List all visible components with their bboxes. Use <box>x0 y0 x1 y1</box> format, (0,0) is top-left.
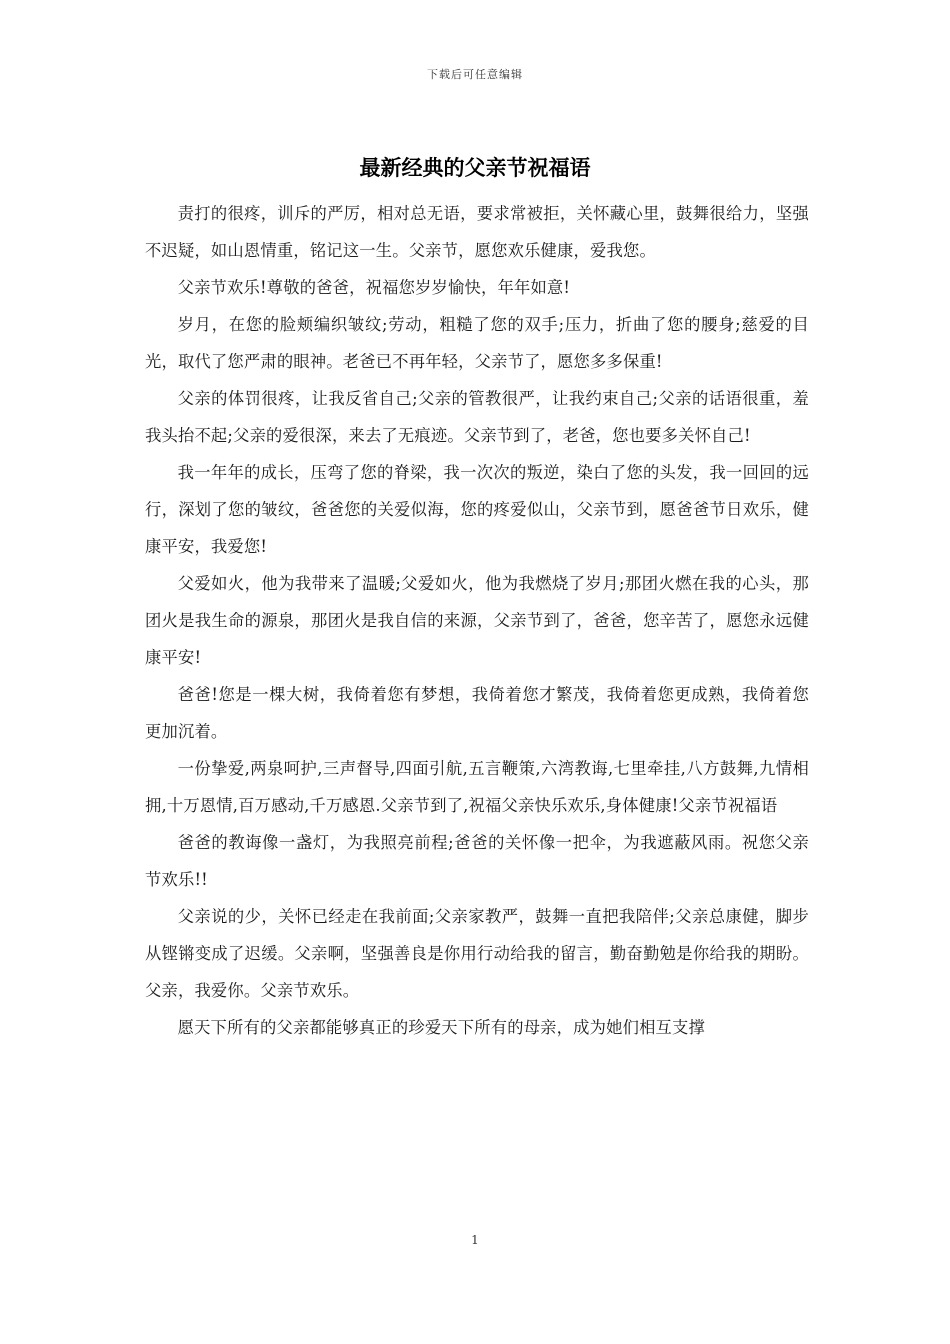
paragraph: 爸爸!您是一棵大树，我倚着您有梦想，我倚着您才繁茂，我倚着您更成熟，我倚着您更加沉着。 <box>145 685 809 741</box>
paragraph: 愿天下所有的父亲都能够真正的珍爱天下所有的母亲，成为她们相互支撑 <box>177 1018 705 1037</box>
paragraph: 父亲节欢乐!尊敬的爸爸，祝福您岁岁愉快，年年如意! <box>177 278 571 297</box>
paragraph: 父亲的体罚很疼，让我反省自己;父亲的管教很严，让我约束自己;父亲的话语很重，羞我头抬不起;父亲的爱很深，来去了无痕迹。父亲节到了，老爸，您也要多关怀自己! <box>145 389 809 445</box>
paragraph: 岁月，在您的脸颊编织皱纹;劳动，粗糙了您的双手;压力，折曲了您的腰身;慈爱的目光，取代了您严肃的眼神。老爸已不再年轻，父亲节了，愿您多多保重! <box>145 315 809 371</box>
paragraph: 父爱如火，他为我带来了温暖;父爱如火，他为我燃烧了岁月;那团火燃在我的心头，那团火是我生命的源泉，那团火是我自信的来源，父亲节到了，爸爸，您辛苦了，愿您永远健康平安! <box>145 574 809 667</box>
page-number: 1 <box>471 1233 479 1247</box>
paragraph: 责打的很疼，训斥的严厉，相对总无语，要求常被拒，关怀藏心里，鼓舞很给力，坚强不迟疑，如山恩情重，铭记这一生。父亲节，愿您欢乐健康，爱我您。 <box>145 204 809 260</box>
paragraph: 父亲说的少，关怀已经走在我前面;父亲家教严，鼓舞一直把我陪伴;父亲总康健，脚步从铿锵变成了迟缓。父亲啊，坚强善良是你用行动给我的留言，勤奋勤勉是你给我的期盼。父亲，我爱你。父亲节欢乐。 <box>145 907 809 1000</box>
document-body <box>145 195 809 1046</box>
document-title: 最新经典的父亲节祝福语 <box>359 155 591 180</box>
paragraph: 我一年年的成长，压弯了您的脊梁，我一次次的叛逆，染白了您的头发，我一回回的远行，深划了您的皱纹，爸爸您的关爱似海，您的疼爱似山，父亲节到，愿爸爸节日欢乐，健康平安，我爱您! <box>145 463 809 556</box>
paragraph: 爸爸的教诲像一盏灯，为我照亮前程;爸爸的关怀像一把伞，为我遮蔽风雨。祝您父亲节欢乐!! <box>145 833 809 889</box>
paragraph: 一份挚爱,两泉呵护,三声督导,四面引航,五言鞭策,六湾教诲,七里牵挂,八方鼓舞,九情相拥,十万恩情,百万感动,千万感恩.父亲节到了,祝福父亲快乐欢乐,身体健康!父亲节祝福语 <box>145 759 809 815</box>
page-header-note: 下载后可任意编辑 <box>427 68 523 81</box>
